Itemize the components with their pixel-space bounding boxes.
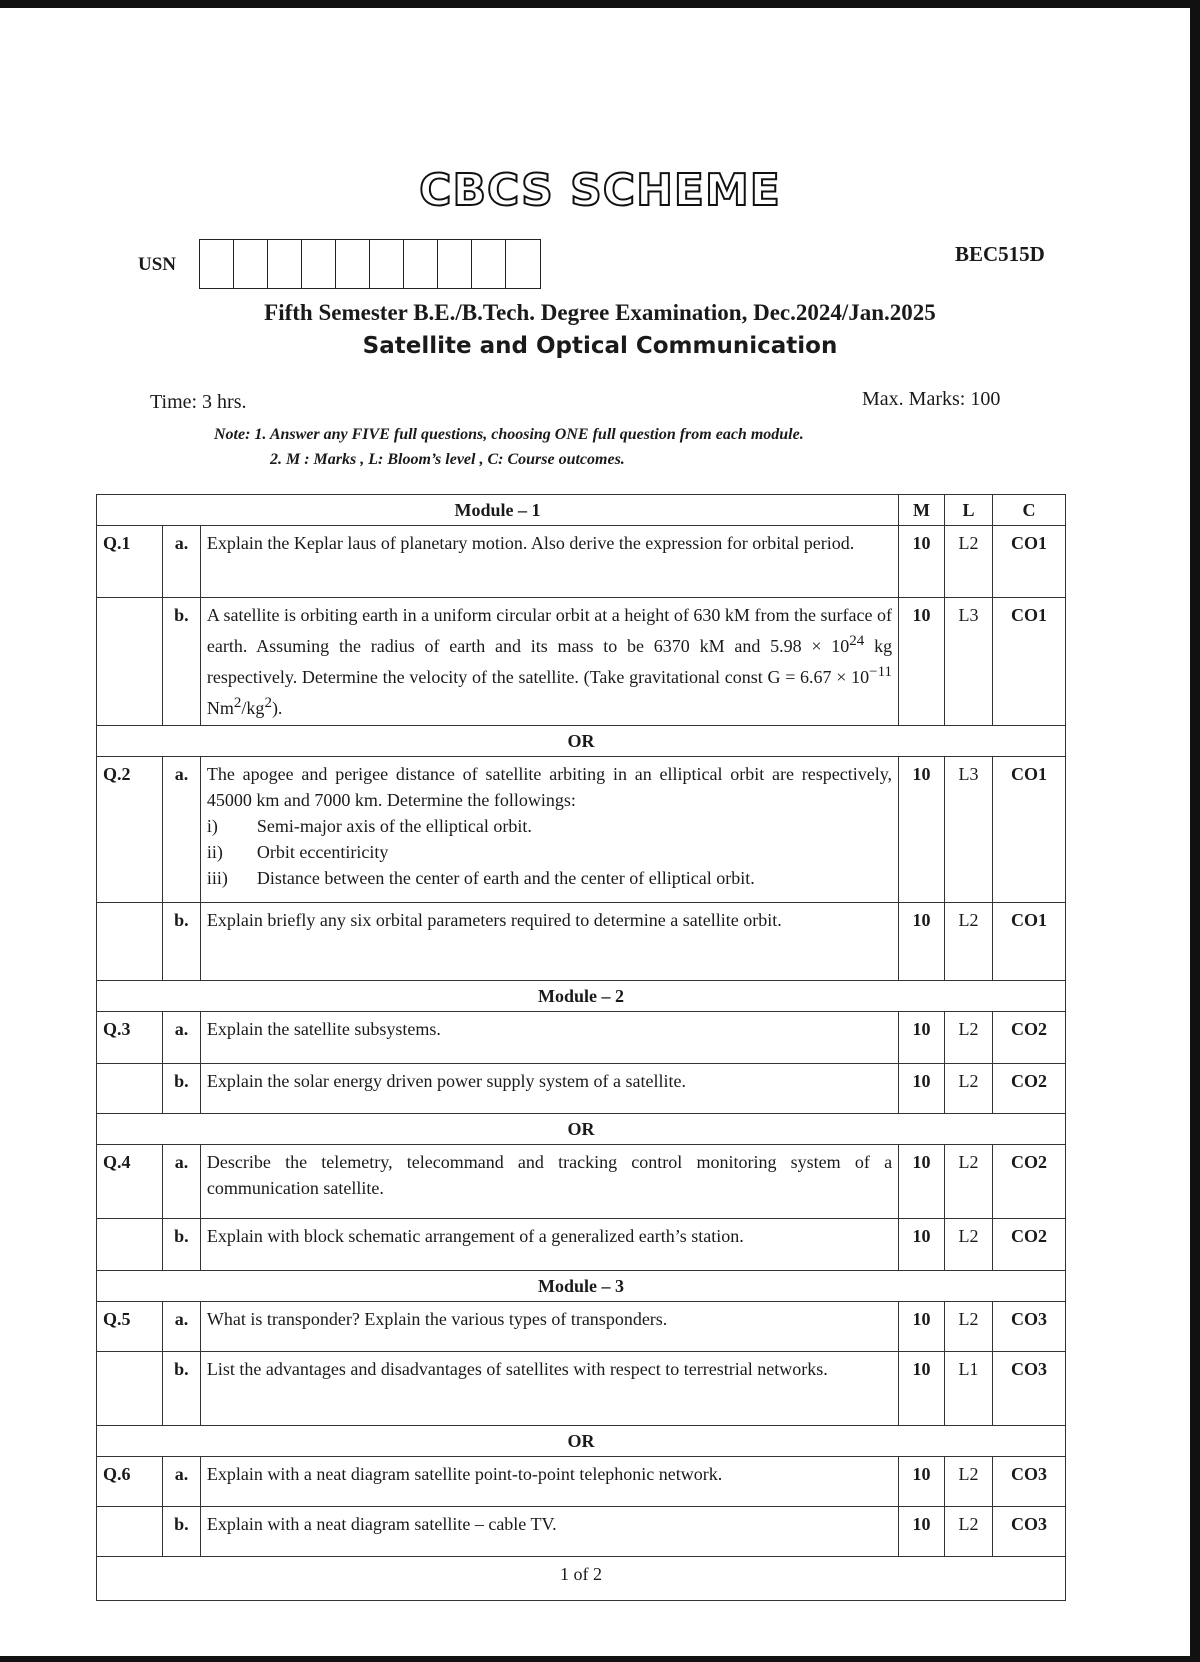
question-outcome: CO3 (993, 1457, 1066, 1507)
usn-box (234, 240, 268, 288)
question-marks: 10 (899, 757, 945, 903)
table-header-row (97, 495, 1066, 526)
question-marks: 10 (899, 598, 945, 726)
question-level: L2 (945, 1064, 993, 1114)
question-level: L2 (945, 903, 993, 981)
sub-question-label: a. (162, 1145, 200, 1219)
usn-box (438, 240, 472, 288)
question-row (97, 757, 1066, 903)
question-row (97, 1012, 1066, 1064)
question-marks: 10 (899, 1352, 945, 1426)
question-text: List the advantages and disadvantages of satellites with respect to terrestrial networks. (200, 1352, 898, 1426)
question-row (97, 1302, 1066, 1352)
question-marks: 10 (899, 1012, 945, 1064)
sub-question-label: b. (162, 1064, 200, 1114)
usn-box (506, 240, 540, 288)
question-row (97, 1507, 1066, 1557)
question-outcome: CO1 (993, 903, 1066, 981)
question-marks: 10 (899, 903, 945, 981)
module-2-heading: Module – 2 (97, 981, 1066, 1012)
sub-question-label: a. (162, 526, 200, 598)
or-separator: OR (97, 1426, 1066, 1457)
sub-question-label: a. (162, 1457, 200, 1507)
note-line-2: 2. M : Marks , L: Bloom’s level , C: Course outcomes. (270, 451, 625, 468)
sub-question-label: b. (162, 1219, 200, 1271)
sub-question-label: a. (162, 757, 200, 903)
list-item: ii) Orbit eccentiricity (206, 842, 389, 862)
question-outcome: CO3 (993, 1507, 1066, 1557)
question-outcome: CO2 (993, 1219, 1066, 1271)
question-text: Explain the satellite subsystems. (200, 1012, 898, 1064)
question-level: L2 (945, 526, 993, 598)
course-code: BEC515D (955, 242, 1045, 266)
question-row (97, 1352, 1066, 1426)
question-number: Q.6 (97, 1457, 163, 1507)
question-marks: 10 (899, 1145, 945, 1219)
scan-edge-bottom (0, 1656, 1200, 1662)
question-row (97, 1145, 1066, 1219)
list-item: i) Semi-major axis of the elliptical orbit. (206, 816, 532, 836)
question-number: Q.1 (97, 526, 163, 598)
marks-column-header: M (899, 495, 945, 526)
subject-title: Satellite and Optical Communication (362, 333, 838, 359)
question-table (96, 494, 1066, 1601)
question-row (97, 1219, 1066, 1271)
module-3-heading: Module – 3 (97, 1271, 1066, 1302)
question-row (97, 598, 1066, 726)
question-row (97, 526, 1066, 598)
cbcs-scheme-banner: CBCS SCHEME (419, 165, 781, 216)
or-separator: OR (97, 726, 1066, 757)
usn-box (302, 240, 336, 288)
sub-question-label: a. (162, 1302, 200, 1352)
outcome-column-header: C (993, 495, 1066, 526)
exam-title: Fifth Semester B.E./B.Tech. Degree Examination, Dec.2024/Jan.2025 (264, 300, 936, 325)
sub-question-label: b. (162, 1507, 200, 1557)
question-text: Explain the Keplar laus of planetary motion. Also derive the expression for orbital period. (200, 526, 898, 598)
question-level: L2 (945, 1507, 993, 1557)
question-level: L3 (945, 757, 993, 903)
module-1-heading: Module – 1 (97, 495, 899, 526)
scan-edge-top (0, 0, 1200, 8)
question-marks: 10 (899, 1457, 945, 1507)
usn-box (336, 240, 370, 288)
note-line-1: Note: 1. Answer any FIVE full questions, choosing ONE full question from each module. (214, 426, 804, 443)
usn-boxes (199, 239, 541, 289)
question-outcome: CO1 (993, 757, 1066, 903)
question-text: Explain briefly any six orbital parameters required to determine a satellite orbit. (200, 903, 898, 981)
question-text: Explain with a neat diagram satellite point-to-point telephonic network. (200, 1457, 898, 1507)
question-number: Q.3 (97, 1012, 163, 1064)
or-separator: OR (97, 1114, 1066, 1145)
question-text: A satellite is orbiting earth in a uniform circular orbit at a height of 630 kM from the surface of earth. Assuming the radius of earth and its mass to be 6370 kM and $5.98 \times 10^{24}$ kg respectively. Determine the velocity of the satellite. (Take gravitational const $G = 6.67 \times 10^{-11}$ $Nm^2/kg^2$). (200, 598, 898, 726)
question-outcome: CO3 (993, 1302, 1066, 1352)
question-sub-items (207, 813, 892, 891)
question-outcome: CO2 (993, 1145, 1066, 1219)
question-outcome: CO3 (993, 1352, 1066, 1426)
question-marks: 10 (899, 1064, 945, 1114)
question-outcome: CO1 (993, 598, 1066, 726)
question-marks: 10 (899, 1219, 945, 1271)
question-marks: 10 (899, 526, 945, 598)
question-level: L2 (945, 1012, 993, 1064)
question-text: What is transponder? Explain the various types of transponders. (200, 1302, 898, 1352)
usn-box (200, 240, 234, 288)
question-number: Q.4 (97, 1145, 163, 1219)
question-level: L3 (945, 598, 993, 726)
sub-question-label: a. (162, 1012, 200, 1064)
question-text: Explain the solar energy driven power supply system of a satellite. (200, 1064, 898, 1114)
page-footer-row (97, 1557, 1066, 1601)
question-row (97, 1064, 1066, 1114)
question-outcome: CO1 (993, 526, 1066, 598)
question-outcome: CO2 (993, 1012, 1066, 1064)
question-text: Describe the telemetry, telecommand and tracking control monitoring system of a communication satellite. (200, 1145, 898, 1219)
max-marks: Max. Marks: 100 (862, 388, 1001, 410)
usn-label: USN (138, 254, 177, 275)
question-number: Q.2 (97, 757, 163, 903)
question-outcome: CO2 (993, 1064, 1066, 1114)
question-level: L1 (945, 1352, 993, 1426)
question-level: L2 (945, 1219, 993, 1271)
question-marks: 10 (899, 1507, 945, 1557)
question-level: L2 (945, 1302, 993, 1352)
level-column-header: L (945, 495, 993, 526)
question-text: The apogee and perigee distance of satellite arbiting in an elliptical orbit are respectively, 45000 km and 7000 km. Determine the followings: i) Semi-major axis of the elliptical orbit. ii) Orbit eccentiricity iii) Distance between the center of earth and the center of elliptical orbit. (200, 757, 898, 903)
sub-question-label: b. (162, 903, 200, 981)
sub-question-label: b. (162, 1352, 200, 1426)
question-level: L2 (945, 1457, 993, 1507)
question-marks: 10 (899, 1302, 945, 1352)
exam-duration: Time: 3 hrs. (150, 391, 247, 413)
usn-box (268, 240, 302, 288)
list-item: iii) Distance between the center of earth and the center of elliptical orbit. (206, 868, 755, 888)
usn-box (370, 240, 404, 288)
sub-question-label: b. (162, 598, 200, 726)
question-row (97, 903, 1066, 981)
usn-box (404, 240, 438, 288)
usn-box (472, 240, 506, 288)
question-text: Explain with block schematic arrangement of a generalized earth’s station. (200, 1219, 898, 1271)
question-number: Q.5 (97, 1302, 163, 1352)
question-level: L2 (945, 1145, 993, 1219)
question-row (97, 1457, 1066, 1507)
page-number: 1 of 2 (97, 1557, 1066, 1601)
question-text: Explain with a neat diagram satellite – cable TV. (200, 1507, 898, 1557)
scan-edge-right (1190, 0, 1200, 1662)
